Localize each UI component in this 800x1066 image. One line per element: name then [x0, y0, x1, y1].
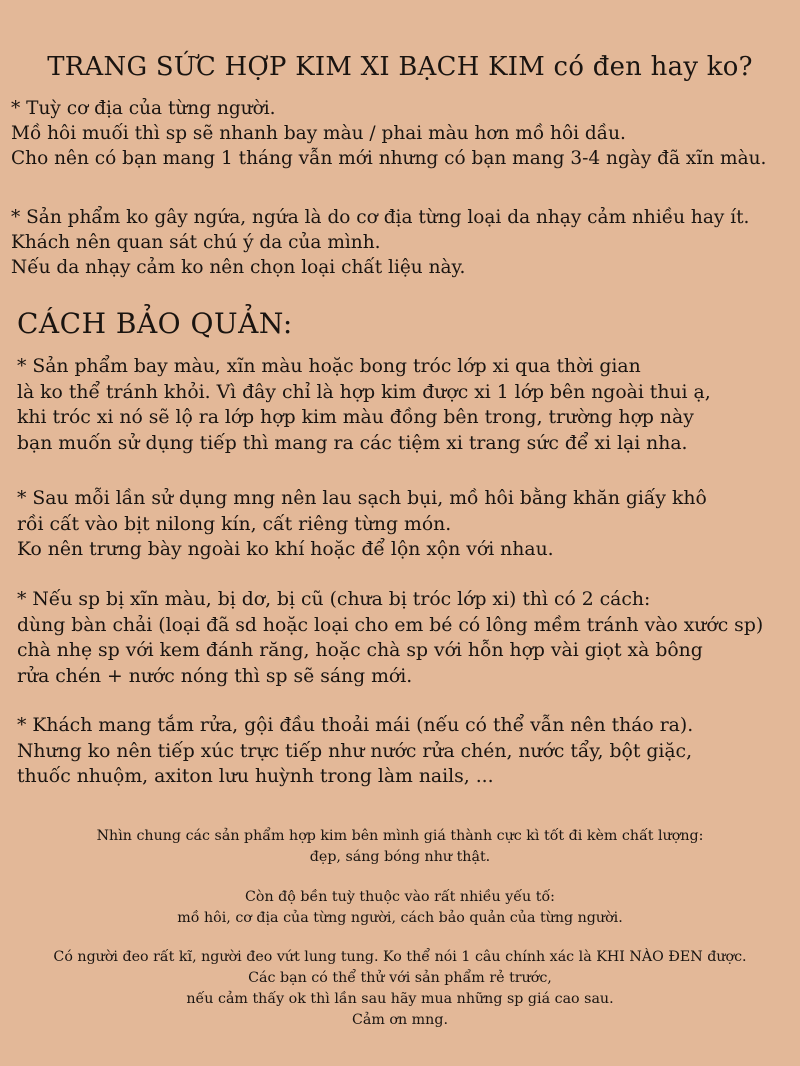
text-line: khi tróc xi nó sẽ lộ ra lớp hợp kim màu đồng bên trong, trường hợp này — [17, 407, 694, 429]
text-line: rửa chén + nước nóng thì sp sẽ sáng mới. — [17, 665, 413, 687]
text-line: * Tuỳ cơ địa của từng người. — [11, 98, 276, 119]
text-line: Nếu da nhạy cảm ko nên chọn loại chất liệu này. — [11, 257, 466, 278]
text-line: đẹp, sáng bóng như thật. — [309, 849, 491, 865]
text-line: Nhìn chung các sản phẩm hợp kim bên mình giá thành cực kì tốt đi kèm chất lượng: — [96, 828, 704, 844]
text-line: * Nếu sp bị xĩn màu, bị dơ, bị cũ (chưa bị tróc lớp xi) thì có 2 cách: — [17, 589, 651, 610]
text-line: Ko nên trưng bày ngoài ko khí hoặc để lộn xộn với nhau. — [17, 539, 554, 561]
text-line: chà nhẹ sp với kem đánh răng, hoặc chà sp với hỗn hợp vài giọt xà bông — [17, 640, 703, 662]
text-line: mồ hôi, cơ địa của từng người, cách bảo quản của từng người. — [177, 910, 623, 926]
care-block-bathing — [17, 713, 693, 790]
care-block-storage — [17, 486, 707, 563]
text-line: * Sản phẩm ko gây ngứa, ngứa là do cơ địa từng loại da nhạy cảm nhiều hay ít. — [11, 207, 750, 228]
intro-block-skin-type — [11, 96, 766, 171]
text-line: * Khách mang tắm rửa, gội đầu thoải mái (nếu có thể vẫn nên tháo ra). — [17, 715, 694, 736]
text-line: Có người đeo rất kĩ, người đeo vứt lung tung. Ko thể nói 1 câu chính xác là KHI NÀO ĐEN được. — [53, 949, 747, 965]
care-block-color-fading — [17, 354, 711, 456]
text-line: dùng bàn chải (loại đã sd hoặc loại cho em bé có lông mềm tránh vào xước sp) — [17, 614, 764, 636]
text-line: * Sau mỗi lần sử dụng mng nên lau sạch bụi, mồ hôi bằng khăn giấy khô — [17, 488, 707, 509]
care-heading: CÁCH BẢO QUẢN: — [17, 307, 293, 340]
summary-paragraph-durability — [0, 887, 800, 929]
text-line: thuốc nhuộm, axiton lưu huỳnh trong làm nails, ... — [17, 766, 494, 788]
text-line: rồi cất vào bịt nilong kín, cất riêng từng món. — [17, 513, 452, 535]
summary-paragraph-quality — [0, 826, 800, 868]
text-line: Còn độ bền tuỳ thuộc vào rất nhiều yếu tố: — [245, 889, 555, 905]
text-line: Nhưng ko nên tiếp xúc trực tiếp như nước rửa chén, nước tẩy, bột giặc, — [17, 740, 693, 762]
text-line: nếu cảm thấy ok thì lần sau hãy mua những sp giá cao sau. — [186, 991, 614, 1007]
text-line: là ko thể tránh khỏi. Vì đây chỉ là hợp kim được xi 1 lớp bên ngoài thui ạ, — [17, 381, 711, 403]
summary-paragraph-closing — [0, 947, 800, 1031]
text-line: Khách nên quan sát chú ý da của mình. — [11, 232, 381, 253]
care-block-cleaning — [17, 587, 763, 689]
text-line: bạn muốn sử dụng tiếp thì mang ra các tiệm xi trang sức để xi lại nha. — [17, 432, 688, 454]
text-line: Cho nên có bạn mang 1 tháng vẫn mới nhưng có bạn mang 3-4 ngày đã xĩn màu. — [11, 148, 767, 169]
page-title: TRANG SỨC HỢP KIM XI BẠCH KIM có đen hay ko? — [47, 52, 753, 82]
text-line: * Sản phẩm bay màu, xĩn màu hoặc bong tróc lớp xi qua thời gian — [17, 356, 641, 377]
text-line: Mồ hôi muối thì sp sẽ nhanh bay màu / phai màu hơn mồ hôi dầu. — [11, 123, 626, 144]
text-line: Cảm ơn mng. — [352, 1012, 448, 1028]
intro-block-itching — [11, 205, 749, 280]
text-line: Các bạn có thể thử với sản phẩm rẻ trước, — [248, 970, 552, 986]
